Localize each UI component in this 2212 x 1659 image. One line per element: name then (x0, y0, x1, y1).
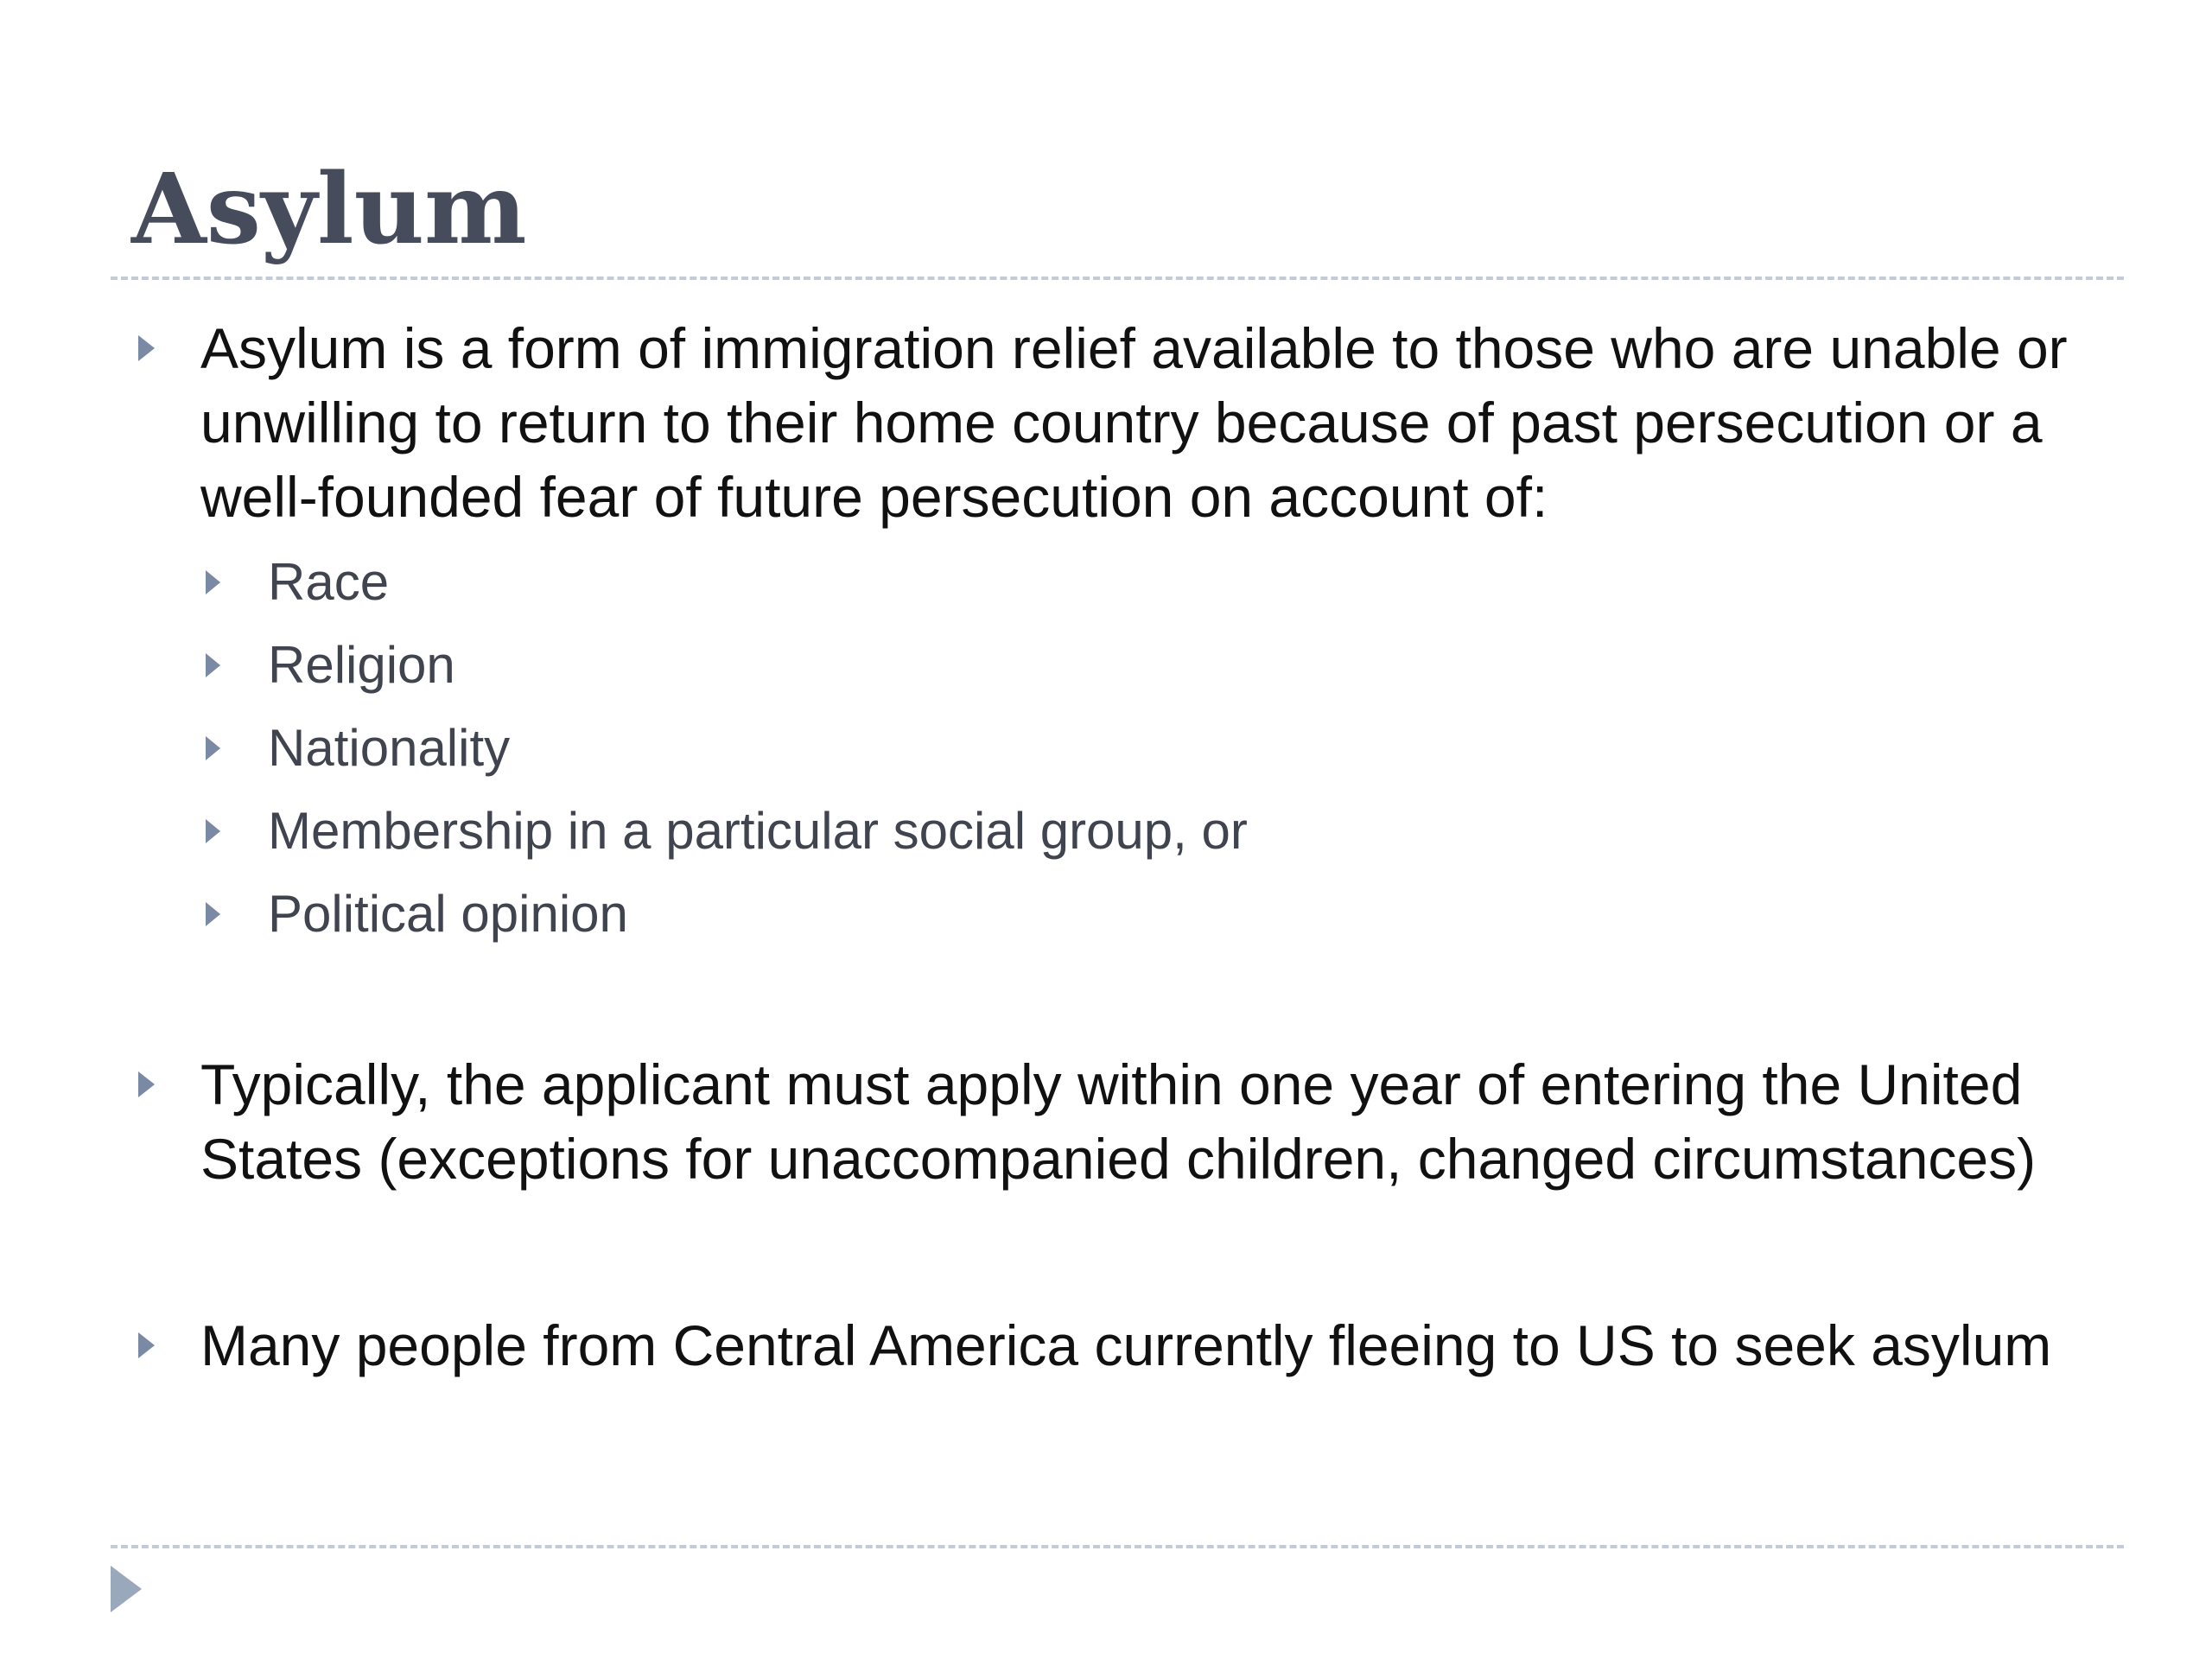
sub-bullet-item-political-opinion (268, 881, 2082, 947)
bullet-item-central-america (200, 1308, 2136, 1382)
bullet-text: Many people from Central America currently fleeing to US to seek asylum (200, 1313, 2052, 1377)
bullet-arrow-icon (206, 653, 220, 677)
bullet-arrow-icon (138, 1332, 155, 1358)
sub-bullet-item-nationality (268, 715, 2082, 781)
slide-title: Asylum (131, 153, 527, 266)
corner-triangle-icon (111, 1566, 142, 1612)
bullet-arrow-icon (138, 335, 155, 361)
bullet-arrow-icon (206, 570, 220, 594)
bullet-item-asylum-definition (200, 311, 2136, 534)
bullet-text: Typically, the applicant must apply within one year of entering the United States (exceptions for unaccompanied children, changed circumstances) (200, 1052, 2037, 1191)
sub-bullet-text: Membership in a particular social group, or (268, 802, 1248, 860)
sub-bullet-text: Race (268, 553, 390, 611)
sub-bullet-item-race (268, 550, 2082, 615)
sub-bullet-text: Nationality (268, 719, 511, 777)
bullet-arrow-icon (206, 902, 220, 926)
sub-bullet-text: Religion (268, 636, 455, 694)
bullet-text: Asylum is a form of immigration relief available to those who are unable or unwilling to return to their home country because of past persecution or a well-founded fear of future persecution on account of: (200, 316, 2068, 529)
footer-divider (111, 1545, 2124, 1548)
bullet-item-filing-deadline (200, 1047, 2136, 1196)
sub-bullet-item-religion (268, 632, 2082, 698)
sub-bullet-text: Political opinion (268, 885, 628, 943)
bullet-arrow-icon (206, 819, 220, 843)
sub-bullet-item-social-group (268, 798, 2082, 864)
bullet-arrow-icon (206, 736, 220, 760)
bullet-arrow-icon (138, 1071, 155, 1097)
